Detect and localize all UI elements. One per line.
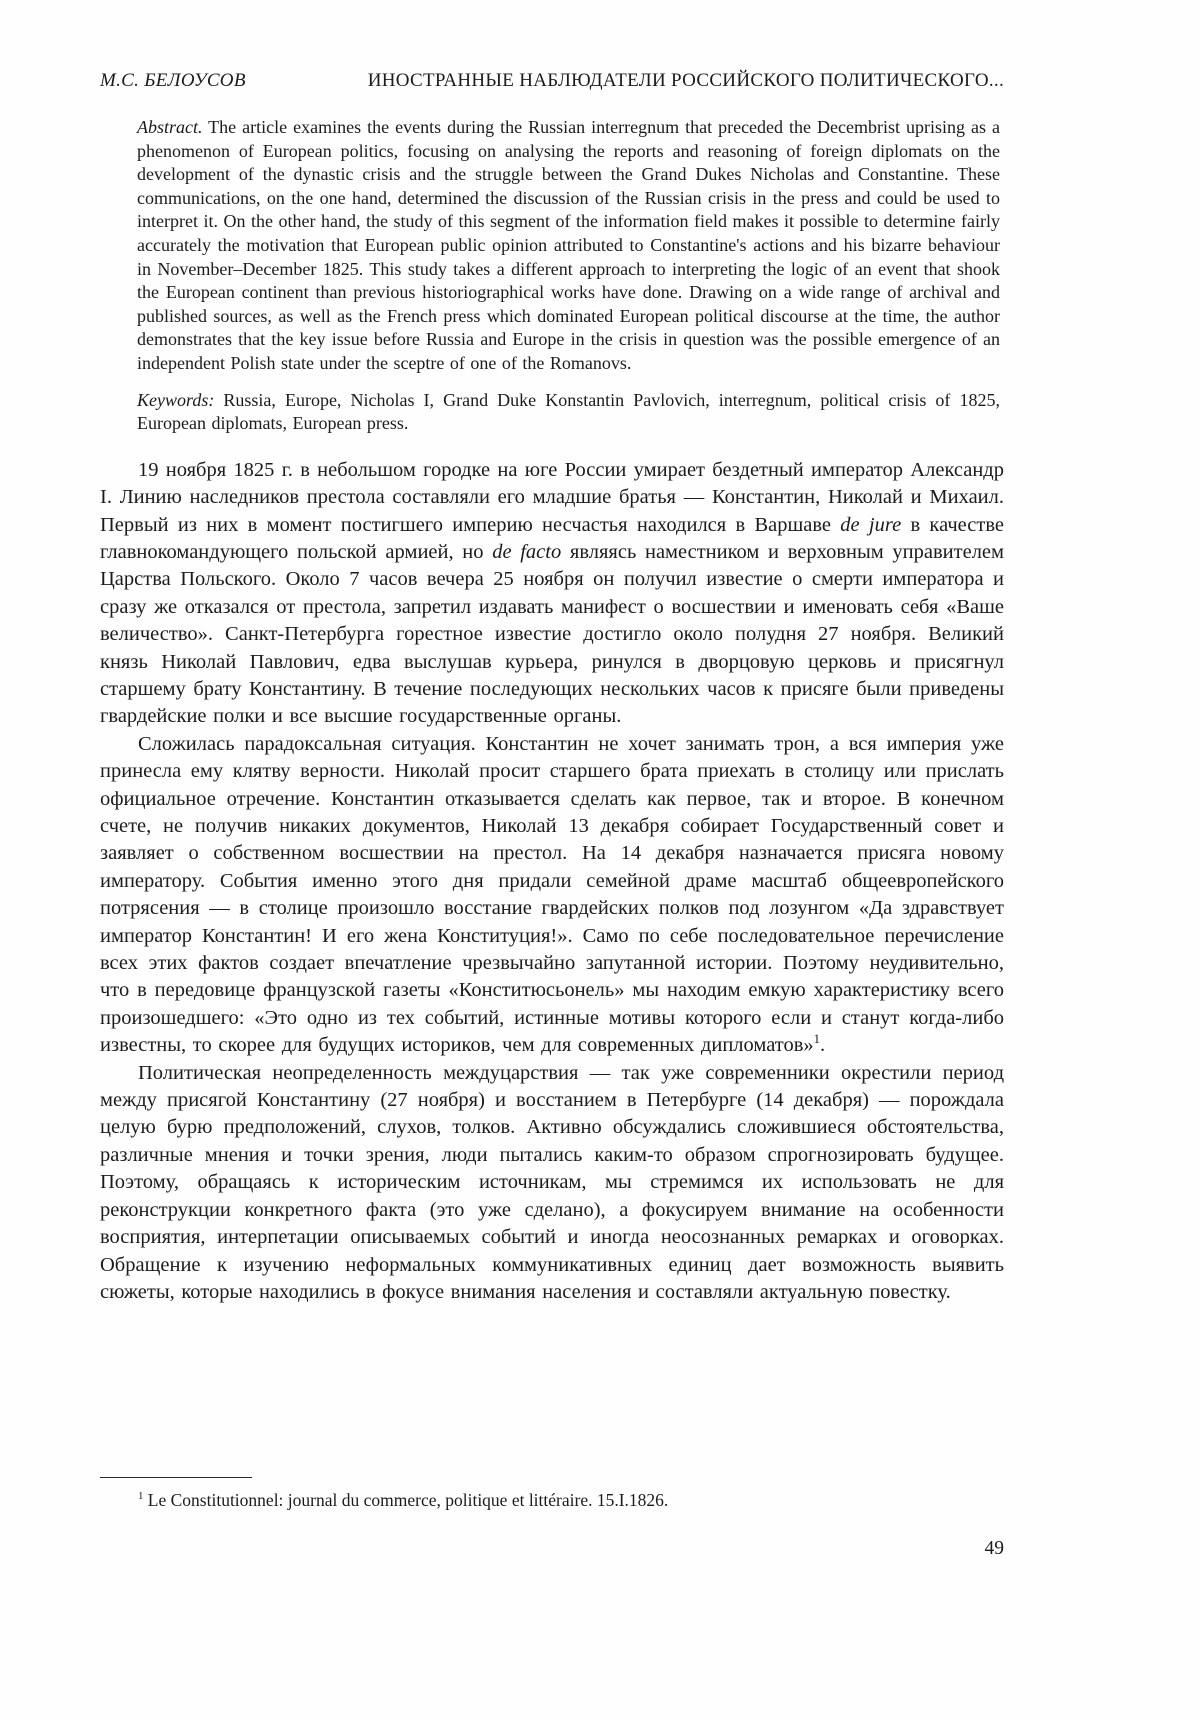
paragraph-2-text: Сложилась парадоксальная ситуация. Константин не хочет занимать трон, а вся империя уже принесла ему клятву верности. Николай просит старшего брата приехать в столицу или прислать официальное отречение. Константин отказывается сделать как первое, так и второе. В конечном счете, не получив никаких документов, Николай 13 декабря собирает Государственный совет и заявляет о собственном восшествии на престол. На 14 декабря назначается присяга новому императору. События именно этого дня придали семейной драме масштаб общеевропейского потрясения — в столице произошло восстание гвардейских полков под лозунгом «Да здравствует император Константин! И его жена Конституция!». Само по себе последовательное перечисление всех этих фактов создает впечатление чрезвычайно запутанной истории. Поэтому неудивительно, что в передовице французской газеты «Конститюсьонель» мы находим емкую характеристику всего произошедшего: «Это одно из тех событий, истинные мотивы которого если и станут когда-либо известны, то скорее для будущих историков, чем для современных дипломатов» bbox=[100, 732, 1004, 1057]
footnote-reference-marker: 1 bbox=[813, 1032, 821, 1047]
paragraph-1-text: 19 ноября 1825 г. в небольшом городке на юге России умирает бездетный император Александр I. Линию наследников престола составляли его младшие братья — Константин, Николай и Михаил. Первый из них в момент постигшего империю несчастья находился в Варшаве bbox=[100, 458, 1004, 536]
running-head-author: М.С. БЕЛОУСОВ bbox=[100, 70, 246, 91]
page-number: 49 bbox=[984, 1538, 1004, 1559]
abstract-text: The article examines the events during the Russian interregnum that preceded the Decembrist uprising as a phenomenon of European politics, focusing on analysing the reports and reasoning of foreign diplomats on the development of the dynastic crisis and the struggle between the Grand Dukes Nicholas and Constantine. These communications, on the one hand, determined the discussion of the Russian crisis in the press and could be used to interpret it. On the other hand, the study of this segment of the information field makes it possible to determine fairly accurately the motivation that European public opinion attributed to Constantine's actions and his bizarre behaviour in November–December 1825. This study takes a different approach to interpreting the logic of an event that shook the European continent than previous historiographical works have done. Drawing on a wide range of archival and published sources, as well as the French press which dominated European political discourse at the time, the author demonstrates that the key issue before Russia and Europe in the crisis in question was the possible emergence of an independent Polish state under the sceptre of one of the Romanovs. bbox=[137, 117, 1000, 373]
paragraph-1-latin-phrase-de-jure: de jure bbox=[840, 513, 902, 536]
article-body bbox=[100, 457, 1004, 1307]
running-head bbox=[100, 70, 1004, 92]
keywords-label: Keywords: bbox=[137, 389, 215, 410]
abstract-section bbox=[137, 116, 1000, 436]
page-footer bbox=[100, 1477, 1004, 1560]
abstract-paragraph bbox=[137, 116, 1000, 376]
paragraph-3-text: Политическая неопределенность междуцарствия — так уже современники окрестили период между присягой Константину (27 ноября) и восстанием в Петербурге (14 декабря) — порождала целую бурю предположений, слухов, толков. Активно обсуждались сложившиеся обстоятельства, различные мнения и точки зрения, люди пытались каким-то образом спрогнозировать будущее. Поэтому, обращаясь к историческим источникам, мы стремимся их использовать не для реконструкции конкретного факта (это уже сделано), а фокусируем внимание на особенности восприятия, интерпетации описываемых событий и иногда неосознанных ремарках и оговорках. Обращение к изучению неформальных коммуникативных единиц дает возможность выявить сюжеты, которые находились в фокусе внимания населения и составляли актуальную повестку. bbox=[100, 1061, 1004, 1303]
keywords-text: Russia, Europe, Nicholas I, Grand Duke Konstantin Pavlovich, interregnum, political crisis of 1825, European diplomats, European press. bbox=[137, 389, 1000, 434]
paragraph-1-text-3: являясь наместником и верховным управителем Царства Польского. Около 7 часов вечера 25 ноября он получил известие о смерти императора и сразу же отказался от престола, запретил издавать манифест о восшествии и именовать себя «Ваше величество». Санкт-Петербурга горестное известие достигло около полудня 27 ноября. Великий князь Николай Павлович, едва выслушав курьера, ринулся в дворцовую церковь и присягнул старшему брату Константину. В течение последующих нескольких часов к присяге были приведены гвардейские полки и все высшие государственные органы. bbox=[100, 540, 1004, 728]
running-head-title: ИНОСТРАННЫЕ НАБЛЮДАТЕЛИ РОССИЙСКОГО ПОЛИТИЧЕСКОГО... bbox=[367, 70, 1004, 91]
paragraph-1 bbox=[100, 457, 1004, 731]
paragraph-1-text-2: в качестве главнокомандующего польской армией, но bbox=[100, 513, 1004, 563]
paragraph-3 bbox=[100, 1060, 1004, 1307]
paragraph-1-latin-phrase-de-facto: de facto bbox=[492, 540, 562, 563]
footnote-text: Le Constitutionnel: journal du commerce, politique et littéraire. 15.I.1826. bbox=[143, 1490, 669, 1510]
footnote bbox=[100, 1489, 1004, 1512]
footnote-rule bbox=[100, 1477, 252, 1478]
paragraph-2-text-2: . bbox=[820, 1034, 826, 1057]
keywords-paragraph bbox=[137, 389, 1000, 436]
abstract-label: Abstract. bbox=[137, 117, 203, 137]
paragraph-2 bbox=[100, 731, 1004, 1060]
footnote-marker: 1 bbox=[138, 1490, 144, 1503]
